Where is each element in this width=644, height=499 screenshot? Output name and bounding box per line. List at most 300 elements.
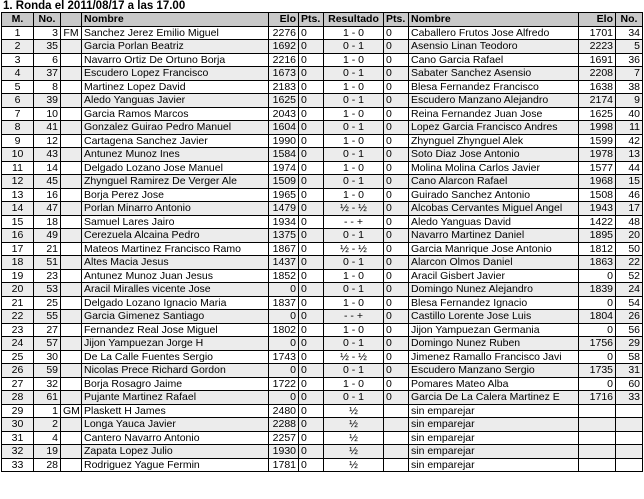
header-name-white: Nombre: [82, 13, 269, 27]
white-title-cell: [61, 215, 82, 229]
black-number-cell: 58: [616, 350, 643, 364]
table-row: [2, 458, 643, 472]
match-number-cell: 5: [2, 80, 34, 94]
white-points-cell: 0: [299, 445, 324, 459]
black-name-cell: Reina Fernandez Juan Jose: [409, 107, 579, 121]
black-points-cell: 0: [384, 53, 409, 67]
white-name-cell: Cantero Navarro Antonio: [82, 431, 269, 445]
black-number-cell: 48: [616, 215, 643, 229]
black-name-cell: Lopez Garcia Francisco Andres: [409, 121, 579, 135]
white-title-cell: [61, 175, 82, 189]
black-name-cell: Garcia De La Calera Martinez E: [409, 391, 579, 405]
header-elo-black: Elo: [579, 13, 616, 27]
white-elo-cell: 1934: [269, 215, 299, 229]
white-number-cell: 25: [34, 296, 61, 310]
black-elo-cell: 1968: [579, 175, 616, 189]
black-number-cell: 54: [616, 296, 643, 310]
white-number-cell: 3: [34, 26, 61, 40]
white-number-cell: 39: [34, 94, 61, 108]
table-row: [2, 269, 643, 283]
black-name-cell: Domingo Nunez Alejandro: [409, 283, 579, 297]
white-elo-cell: 1673: [269, 67, 299, 81]
table-row: [2, 377, 643, 391]
white-name-cell: Sanchez Jerez Emilio Miguel: [82, 26, 269, 40]
white-title-cell: [61, 256, 82, 270]
white-number-cell: 8: [34, 80, 61, 94]
header-result: Resultado: [324, 13, 384, 27]
white-title-cell: [61, 323, 82, 337]
black-elo-cell: 1998: [579, 121, 616, 135]
white-points-cell: 0: [299, 80, 324, 94]
black-elo-cell: 0: [579, 377, 616, 391]
black-points-cell: 0: [384, 310, 409, 324]
header-number-black: No.: [616, 13, 643, 27]
match-number-cell: 24: [2, 337, 34, 351]
white-title-cell: [61, 364, 82, 378]
white-title-cell: [61, 67, 82, 81]
white-title-cell: [61, 94, 82, 108]
pairings-table: [1, 12, 643, 472]
white-points-cell: 0: [299, 256, 324, 270]
white-elo-cell: 2043: [269, 107, 299, 121]
white-number-cell: 51: [34, 256, 61, 270]
white-title-cell: [61, 148, 82, 162]
black-points-cell: 0: [384, 391, 409, 405]
result-cell: 1 - 0: [324, 107, 384, 121]
match-number-cell: 33: [2, 458, 34, 472]
white-points-cell: 0: [299, 40, 324, 54]
white-name-cell: Samuel Lares Jairo: [82, 215, 269, 229]
black-points-cell: 0: [384, 229, 409, 243]
black-elo-cell: 0: [579, 323, 616, 337]
header-points-white: Pts.: [299, 13, 324, 27]
black-name-cell: Molina Molina Carlos Javier: [409, 161, 579, 175]
white-title-cell: [61, 269, 82, 283]
black-elo-cell: 1599: [579, 134, 616, 148]
black-name-cell: sin emparejar: [409, 404, 579, 418]
table-row: [2, 364, 643, 378]
black-points-cell: 0: [384, 323, 409, 337]
white-number-cell: 32: [34, 377, 61, 391]
white-elo-cell: 1974: [269, 161, 299, 175]
white-elo-cell: 1743: [269, 350, 299, 364]
table-row: [2, 229, 643, 243]
white-name-cell: Cerezuela Alcaina Pedro: [82, 229, 269, 243]
black-points-cell: 0: [384, 26, 409, 40]
black-number-cell: 20: [616, 229, 643, 243]
match-number-cell: 3: [2, 53, 34, 67]
white-title-cell: [61, 107, 82, 121]
black-points-cell: [384, 445, 409, 459]
white-points-cell: 0: [299, 202, 324, 216]
white-name-cell: Delgado Lozano Ignacio Maria: [82, 296, 269, 310]
result-cell: 1 - 0: [324, 377, 384, 391]
result-cell: 1 - 0: [324, 269, 384, 283]
black-number-cell: [616, 445, 643, 459]
result-cell: 0 - 1: [324, 175, 384, 189]
header-elo-white: Elo: [269, 13, 299, 27]
table-row: [2, 323, 643, 337]
match-number-cell: 12: [2, 175, 34, 189]
black-points-cell: 0: [384, 296, 409, 310]
black-elo-cell: 1943: [579, 202, 616, 216]
black-points-cell: 0: [384, 256, 409, 270]
white-points-cell: 0: [299, 53, 324, 67]
black-number-cell: 29: [616, 337, 643, 351]
white-elo-cell: 2288: [269, 418, 299, 432]
white-title-cell: [61, 188, 82, 202]
black-number-cell: 17: [616, 202, 643, 216]
result-cell: 1 - 0: [324, 161, 384, 175]
match-number-cell: 10: [2, 148, 34, 162]
white-name-cell: Cartagena Sanchez Javier: [82, 134, 269, 148]
result-cell: 1 - 0: [324, 188, 384, 202]
table-row: [2, 40, 643, 54]
black-name-cell: sin emparejar: [409, 431, 579, 445]
white-elo-cell: 1852: [269, 269, 299, 283]
table-row: [2, 94, 643, 108]
result-cell: ½: [324, 458, 384, 472]
white-elo-cell: 0: [269, 310, 299, 324]
white-elo-cell: 0: [269, 283, 299, 297]
black-name-cell: Garcia Manrique Jose Antonio: [409, 242, 579, 256]
result-cell: 0 - 1: [324, 256, 384, 270]
black-elo-cell: 1839: [579, 283, 616, 297]
result-cell: 1 - 0: [324, 53, 384, 67]
result-cell: ½: [324, 431, 384, 445]
white-name-cell: Mateos Martinez Francisco Ramo: [82, 242, 269, 256]
black-elo-cell: 0: [579, 269, 616, 283]
white-name-cell: De La Calle Fuentes Sergio: [82, 350, 269, 364]
white-number-cell: 37: [34, 67, 61, 81]
white-points-cell: 0: [299, 188, 324, 202]
result-cell: 0 - 1: [324, 121, 384, 135]
white-number-cell: 19: [34, 445, 61, 459]
white-title-cell: [61, 161, 82, 175]
black-name-cell: Blesa Fernandez Ignacio: [409, 296, 579, 310]
black-elo-cell: 1895: [579, 229, 616, 243]
table-row: [2, 121, 643, 135]
white-name-cell: Navarro Ortiz De Ortuno Borja: [82, 53, 269, 67]
header-title-white: [61, 13, 82, 27]
black-points-cell: 0: [384, 364, 409, 378]
black-elo-cell: [579, 445, 616, 459]
black-points-cell: 0: [384, 269, 409, 283]
black-name-cell: Escudero Manzano Alejandro: [409, 94, 579, 108]
black-name-cell: Aledo Yanguas David: [409, 215, 579, 229]
black-elo-cell: 1422: [579, 215, 616, 229]
black-name-cell: Alcobas Cervantes Miguel Angel: [409, 202, 579, 216]
black-points-cell: 0: [384, 80, 409, 94]
black-elo-cell: [579, 418, 616, 432]
black-points-cell: 0: [384, 121, 409, 135]
table-row: [2, 404, 643, 418]
black-number-cell: [616, 404, 643, 418]
white-title-cell: [61, 418, 82, 432]
white-name-cell: Altes Macia Jesus: [82, 256, 269, 270]
match-number-cell: 2: [2, 40, 34, 54]
white-number-cell: 55: [34, 310, 61, 324]
table-row: [2, 418, 643, 432]
white-number-cell: 1: [34, 404, 61, 418]
black-number-cell: 52: [616, 269, 643, 283]
white-title-cell: [61, 296, 82, 310]
black-elo-cell: 2174: [579, 94, 616, 108]
table-row: [2, 175, 643, 189]
white-points-cell: 0: [299, 269, 324, 283]
white-title-cell: [61, 391, 82, 405]
black-name-cell: Domingo Nunez Ruben: [409, 337, 579, 351]
white-number-cell: 6: [34, 53, 61, 67]
table-row: [2, 107, 643, 121]
white-name-cell: Rodriguez Yague Fermin: [82, 458, 269, 472]
match-number-cell: 16: [2, 229, 34, 243]
table-row: [2, 161, 643, 175]
white-name-cell: Escudero Lopez Francisco: [82, 67, 269, 81]
white-points-cell: 0: [299, 377, 324, 391]
white-number-cell: 47: [34, 202, 61, 216]
white-title-cell: [61, 310, 82, 324]
white-number-cell: 10: [34, 107, 61, 121]
white-number-cell: 4: [34, 431, 61, 445]
black-points-cell: [384, 431, 409, 445]
black-name-cell: Guirado Sanchez Antonio: [409, 188, 579, 202]
result-cell: 1 - 0: [324, 134, 384, 148]
black-points-cell: [384, 458, 409, 472]
black-number-cell: 33: [616, 391, 643, 405]
black-elo-cell: 1735: [579, 364, 616, 378]
table-row: [2, 80, 643, 94]
white-name-cell: Jijon Yampuezan Jorge H: [82, 337, 269, 351]
black-points-cell: [384, 404, 409, 418]
result-cell: ½: [324, 404, 384, 418]
black-points-cell: 0: [384, 337, 409, 351]
table-row: [2, 188, 643, 202]
white-title-cell: [61, 202, 82, 216]
black-name-cell: Cano Alarcon Rafael: [409, 175, 579, 189]
white-title-cell: [61, 283, 82, 297]
table-row: [2, 215, 643, 229]
result-cell: ½: [324, 418, 384, 432]
black-points-cell: 0: [384, 377, 409, 391]
black-name-cell: sin emparejar: [409, 458, 579, 472]
table-row: [2, 283, 643, 297]
black-points-cell: 0: [384, 94, 409, 108]
white-number-cell: 57: [34, 337, 61, 351]
white-number-cell: 16: [34, 188, 61, 202]
white-number-cell: 43: [34, 148, 61, 162]
match-number-cell: 17: [2, 242, 34, 256]
white-name-cell: Delgado Lozano Jose Manuel: [82, 161, 269, 175]
white-number-cell: 27: [34, 323, 61, 337]
white-points-cell: 0: [299, 364, 324, 378]
black-elo-cell: 1508: [579, 188, 616, 202]
white-points-cell: 0: [299, 310, 324, 324]
white-name-cell: Zapata Lopez Julio: [82, 445, 269, 459]
match-number-cell: 31: [2, 431, 34, 445]
white-number-cell: 35: [34, 40, 61, 54]
result-cell: 1 - 0: [324, 323, 384, 337]
black-number-cell: 56: [616, 323, 643, 337]
white-name-cell: Porlan Minarro Antonio: [82, 202, 269, 216]
match-number-cell: 25: [2, 350, 34, 364]
black-points-cell: 0: [384, 148, 409, 162]
white-points-cell: 0: [299, 134, 324, 148]
result-cell: 0 - 1: [324, 229, 384, 243]
result-cell: 0 - 1: [324, 148, 384, 162]
black-points-cell: 0: [384, 40, 409, 54]
black-number-cell: 22: [616, 256, 643, 270]
match-number-cell: 29: [2, 404, 34, 418]
black-points-cell: 0: [384, 242, 409, 256]
white-elo-cell: 1375: [269, 229, 299, 243]
black-name-cell: Sabater Sanchez Asensio: [409, 67, 579, 81]
table-row: [2, 296, 643, 310]
black-number-cell: 42: [616, 134, 643, 148]
black-name-cell: Cano Garcia Rafael: [409, 53, 579, 67]
white-title-cell: [61, 350, 82, 364]
table-row: [2, 242, 643, 256]
white-title-cell: [61, 229, 82, 243]
white-points-cell: 0: [299, 107, 324, 121]
match-number-cell: 32: [2, 445, 34, 459]
white-number-cell: 21: [34, 242, 61, 256]
white-elo-cell: 1867: [269, 242, 299, 256]
match-number-cell: 30: [2, 418, 34, 432]
result-cell: 0 - 1: [324, 40, 384, 54]
table-row: [2, 445, 643, 459]
black-name-cell: sin emparejar: [409, 445, 579, 459]
white-number-cell: 49: [34, 229, 61, 243]
white-points-cell: 0: [299, 337, 324, 351]
result-cell: ½ - ½: [324, 202, 384, 216]
white-elo-cell: 1692: [269, 40, 299, 54]
black-points-cell: 0: [384, 134, 409, 148]
match-number-cell: 13: [2, 188, 34, 202]
black-points-cell: 0: [384, 188, 409, 202]
table-row: [2, 67, 643, 81]
match-number-cell: 27: [2, 377, 34, 391]
table-row: [2, 256, 643, 270]
white-elo-cell: 1479: [269, 202, 299, 216]
black-points-cell: 0: [384, 283, 409, 297]
black-name-cell: Blesa Fernandez Francisco: [409, 80, 579, 94]
white-title-cell: [61, 431, 82, 445]
black-points-cell: 0: [384, 350, 409, 364]
header-match: M.: [2, 13, 34, 27]
result-cell: 0 - 1: [324, 391, 384, 405]
white-elo-cell: 2183: [269, 80, 299, 94]
match-number-cell: 1: [2, 26, 34, 40]
table-row: [2, 26, 643, 40]
white-elo-cell: 1584: [269, 148, 299, 162]
white-number-cell: 59: [34, 364, 61, 378]
white-points-cell: 0: [299, 323, 324, 337]
black-number-cell: 36: [616, 53, 643, 67]
white-number-cell: 53: [34, 283, 61, 297]
white-points-cell: 0: [299, 404, 324, 418]
black-elo-cell: 1577: [579, 161, 616, 175]
black-elo-cell: 1716: [579, 391, 616, 405]
black-number-cell: 40: [616, 107, 643, 121]
white-title-cell: GM: [61, 404, 82, 418]
black-number-cell: 31: [616, 364, 643, 378]
white-elo-cell: 1930: [269, 445, 299, 459]
white-number-cell: 23: [34, 269, 61, 283]
white-name-cell: Pujante Martinez Rafael: [82, 391, 269, 405]
result-cell: 1 - 0: [324, 296, 384, 310]
white-points-cell: 0: [299, 175, 324, 189]
header-number-white: No.: [34, 13, 61, 27]
black-name-cell: Escudero Manzano Sergio: [409, 364, 579, 378]
white-name-cell: Antunez Munoz Ines: [82, 148, 269, 162]
white-elo-cell: 1781: [269, 458, 299, 472]
white-name-cell: Fernandez Real Jose Miguel: [82, 323, 269, 337]
white-elo-cell: 1965: [269, 188, 299, 202]
white-points-cell: 0: [299, 350, 324, 364]
black-name-cell: Aracil Gisbert Javier: [409, 269, 579, 283]
white-name-cell: Nicolas Prece Richard Gordon: [82, 364, 269, 378]
black-number-cell: 26: [616, 310, 643, 324]
match-number-cell: 18: [2, 256, 34, 270]
black-name-cell: Asensio Linan Teodoro: [409, 40, 579, 54]
white-elo-cell: 2276: [269, 26, 299, 40]
black-name-cell: Castillo Lorente Jose Luis: [409, 310, 579, 324]
table-row: [2, 337, 643, 351]
white-elo-cell: 2216: [269, 53, 299, 67]
round-title: 1. Ronda el 2011/08/17 a las 17.00: [3, 0, 186, 12]
black-elo-cell: 1756: [579, 337, 616, 351]
match-number-cell: 20: [2, 283, 34, 297]
white-points-cell: 0: [299, 242, 324, 256]
white-points-cell: 0: [299, 67, 324, 81]
black-elo-cell: 1978: [579, 148, 616, 162]
white-elo-cell: 2257: [269, 431, 299, 445]
black-elo-cell: 1863: [579, 256, 616, 270]
white-points-cell: 0: [299, 283, 324, 297]
table-row: [2, 310, 643, 324]
white-name-cell: Garcia Gimenez Santiago: [82, 310, 269, 324]
black-number-cell: [616, 458, 643, 472]
white-title-cell: [61, 121, 82, 135]
result-cell: 0 - 1: [324, 337, 384, 351]
white-points-cell: 0: [299, 121, 324, 135]
black-elo-cell: [579, 404, 616, 418]
black-number-cell: 5: [616, 40, 643, 54]
white-elo-cell: 1625: [269, 94, 299, 108]
white-points-cell: 0: [299, 391, 324, 405]
white-name-cell: Aledo Yanguas Javier: [82, 94, 269, 108]
white-title-cell: [61, 134, 82, 148]
black-number-cell: 24: [616, 283, 643, 297]
black-name-cell: Pomares Mateo Alba: [409, 377, 579, 391]
black-number-cell: [616, 418, 643, 432]
white-name-cell: Aracil Miralles vicente Jose: [82, 283, 269, 297]
result-cell: ½: [324, 445, 384, 459]
black-number-cell: [616, 431, 643, 445]
white-name-cell: Zhynguel Ramirez De Verger Ale: [82, 175, 269, 189]
black-name-cell: Zhynguel Zhynguel Alek: [409, 134, 579, 148]
white-points-cell: 0: [299, 161, 324, 175]
black-elo-cell: [579, 431, 616, 445]
black-elo-cell: 1638: [579, 80, 616, 94]
white-points-cell: 0: [299, 296, 324, 310]
white-name-cell: Antunez Munoz Juan Jesus: [82, 269, 269, 283]
match-number-cell: 19: [2, 269, 34, 283]
black-elo-cell: 0: [579, 350, 616, 364]
white-title-cell: [61, 377, 82, 391]
black-elo-cell: 1812: [579, 242, 616, 256]
